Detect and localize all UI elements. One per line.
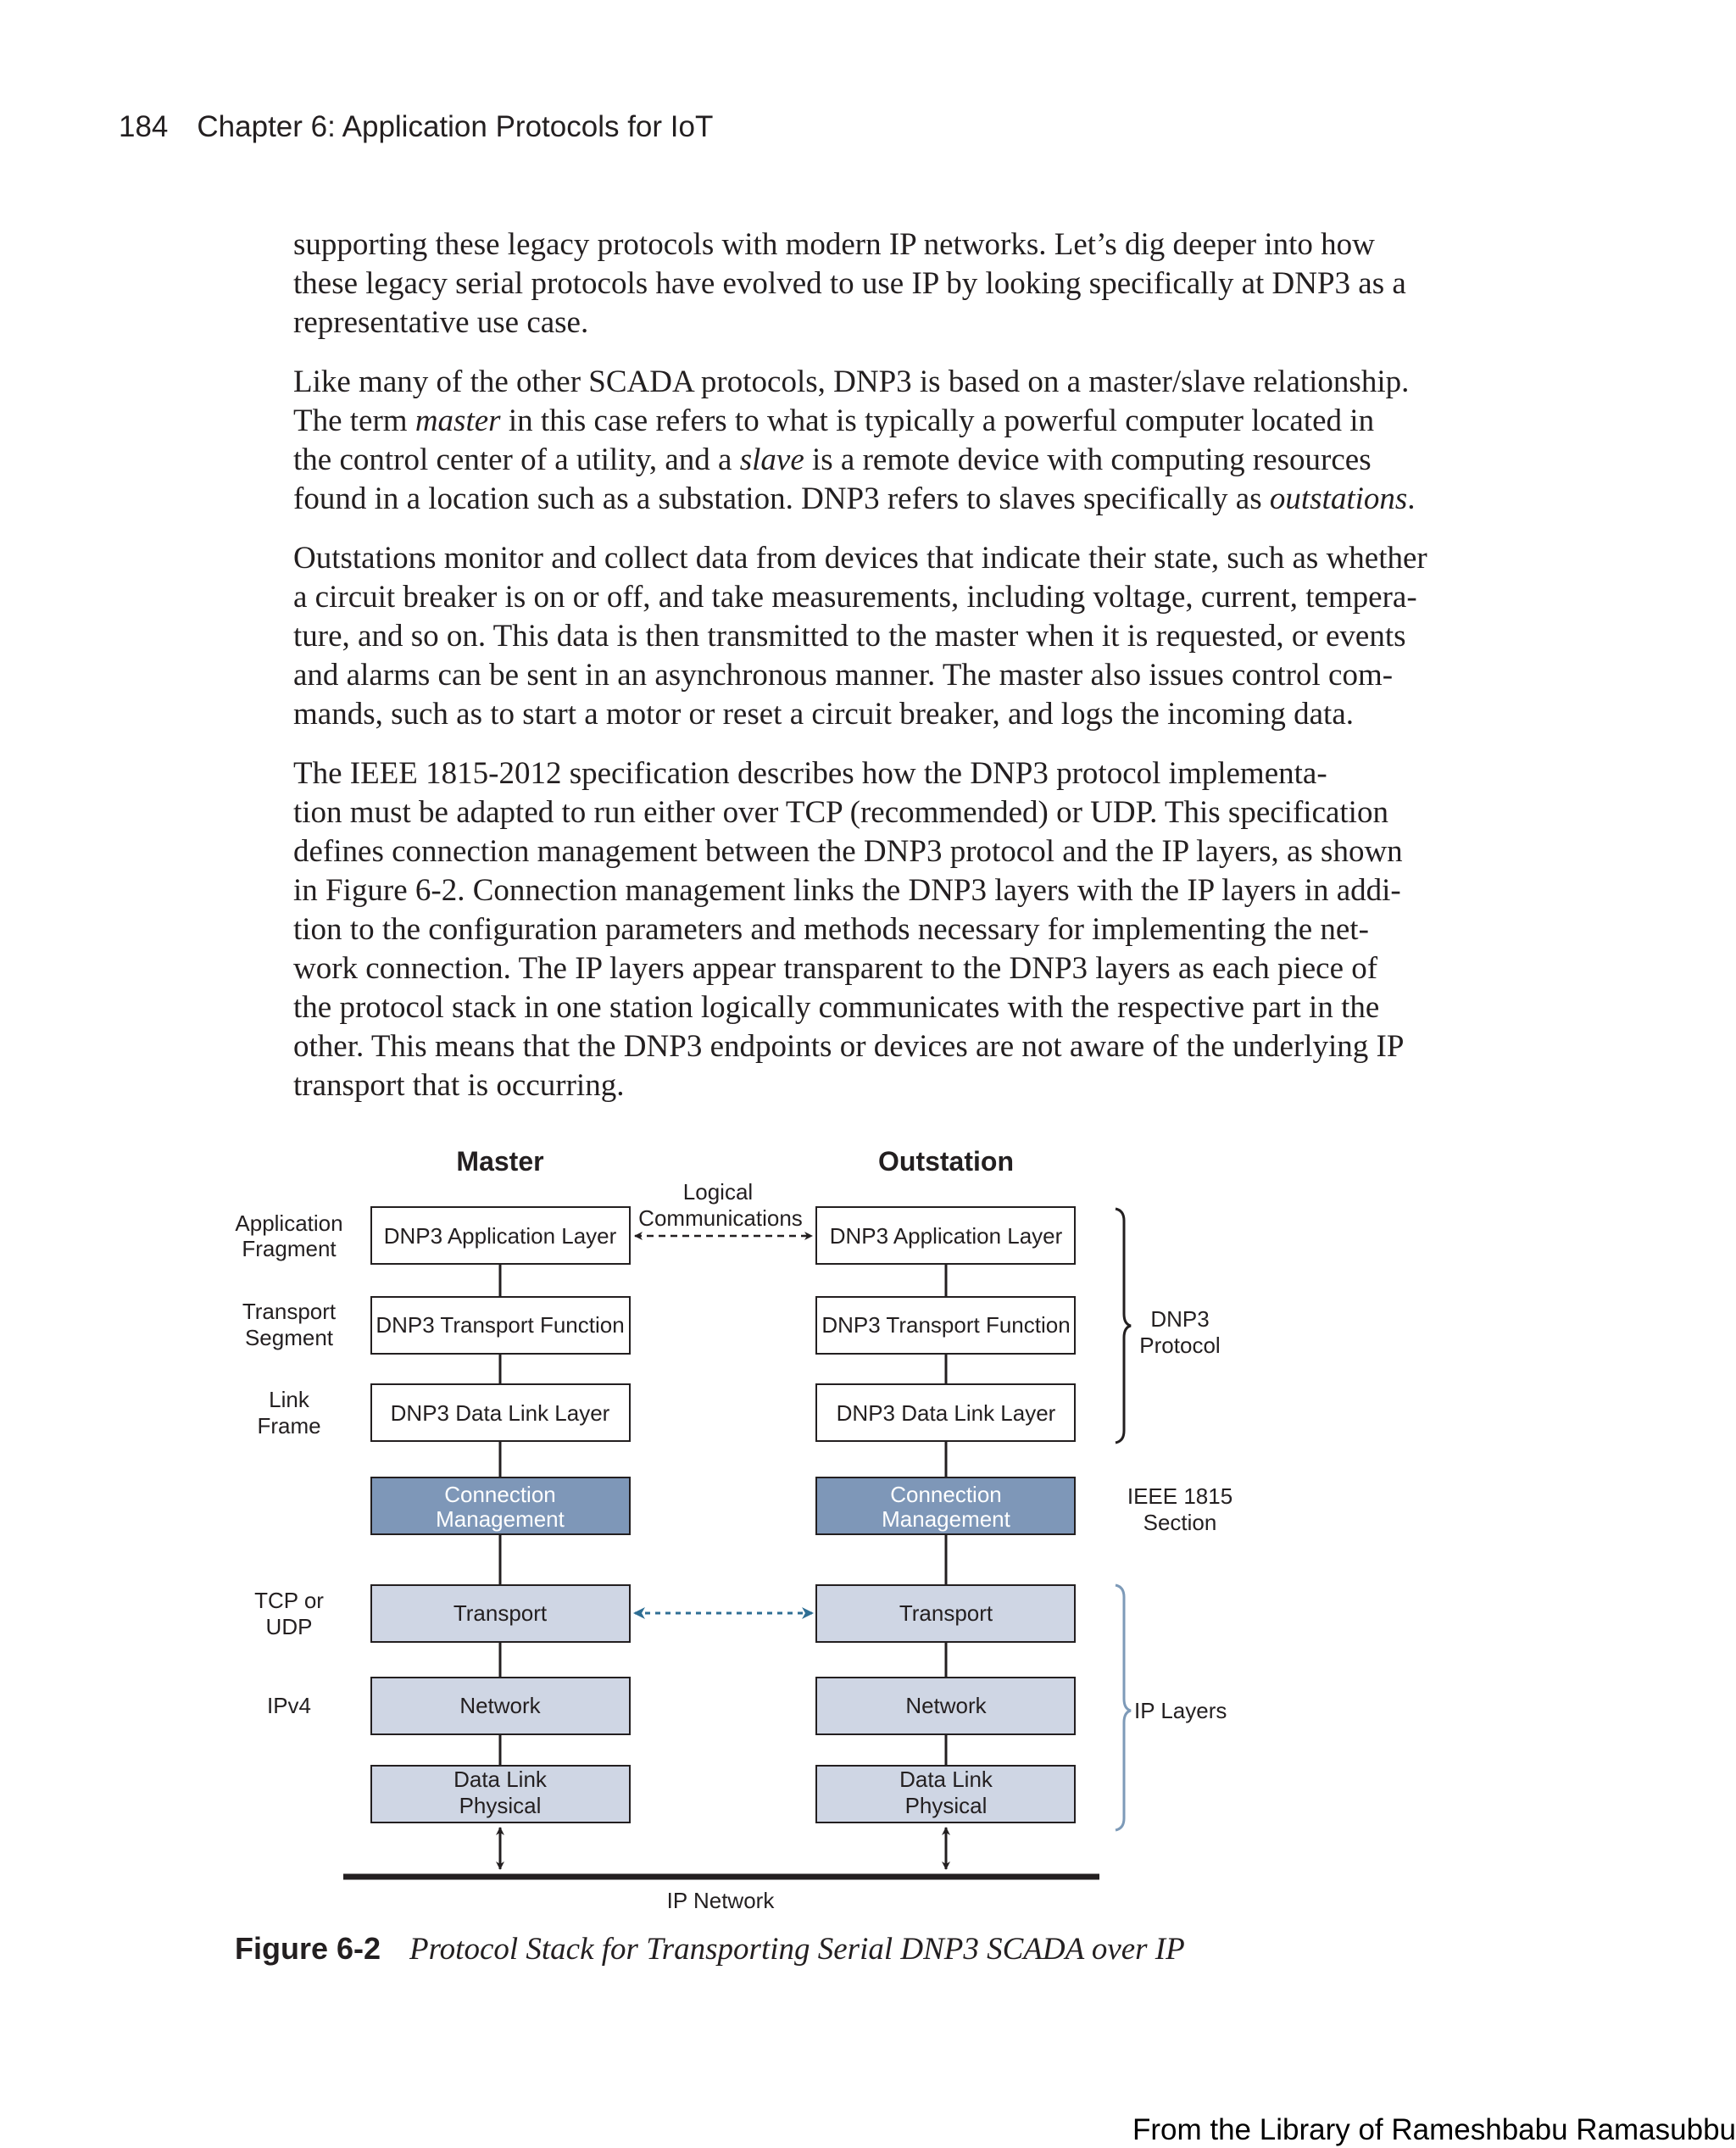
- figure-label: Figure 6-2: [235, 1931, 381, 1966]
- application-fragment-label-2: Fragment: [242, 1236, 337, 1261]
- link-frame-label-2: Frame: [257, 1413, 321, 1438]
- application-fragment-label: Application: [235, 1210, 343, 1236]
- outstation-dl-phys-text-2: Physical: [904, 1793, 988, 1818]
- text-line: found in a location such as a substation. DNP3 refers to slaves specifically as outstations.: [293, 481, 1416, 516]
- outstation-data-link-text: DNP3 Data Link Layer: [836, 1400, 1056, 1426]
- ieee-section-label-2: Section: [1143, 1510, 1217, 1535]
- ip-network-label: IP Network: [666, 1888, 775, 1913]
- text-line: these legacy serial protocols have evolved to use IP by looking specifically at DNP3 as a: [293, 266, 1406, 301]
- outstation-network-text: Network: [905, 1693, 987, 1718]
- text-line: representative use case.: [293, 305, 589, 340]
- ip-layers-bracket: [1116, 1585, 1131, 1830]
- transport-segment-label-2: Segment: [244, 1325, 334, 1350]
- text-line: tion must be adapted to run either over TCP (recommended) or UDP. This specification: [293, 795, 1388, 830]
- link-frame-label: Link: [269, 1387, 309, 1412]
- text-line: transport that is occurring.: [293, 1068, 625, 1103]
- dnp3-protocol-bracket: [1116, 1209, 1131, 1443]
- text-line: Outstations monitor and collect data from devices that indicate their state, such as whether: [293, 541, 1427, 576]
- dnp3-protocol-label: DNP3: [1150, 1306, 1210, 1332]
- text-line: The term master in this case refers to what is typically a powerful computer located in: [293, 403, 1375, 438]
- outstation-title: Outstation: [878, 1146, 1014, 1177]
- page-number: 184: [119, 110, 169, 143]
- outstation-conn-mgmt-text: Connection: [890, 1482, 1002, 1507]
- master-dl-phys-text-2: Physical: [459, 1793, 542, 1818]
- master-data-link-text: DNP3 Data Link Layer: [390, 1400, 610, 1426]
- text-line: defines connection management between the DNP3 protocol and the IP layers, as shown: [293, 834, 1403, 869]
- master-app-layer-text: DNP3 Application Layer: [383, 1223, 617, 1249]
- text-line: ture, and so on. This data is then transmitted to the master when it is requested, or events: [293, 619, 1406, 654]
- body-paragraph: [293, 754, 1446, 1105]
- chapter-title: Chapter 6: Application Protocols for IoT: [197, 110, 714, 143]
- library-footer: From the Library of Rameshbabu Ramasubbu: [1132, 2113, 1736, 2146]
- text-line: a circuit breaker is on or off, and take measurements, including voltage, current, tempera-: [293, 580, 1417, 615]
- outstation-conn-mgmt-text-2: Management: [882, 1506, 1010, 1532]
- body-paragraph: [293, 539, 1446, 734]
- figure-caption: [235, 1931, 1185, 1967]
- master-conn-mgmt-text-2: Management: [436, 1506, 565, 1532]
- outstation-transport-fn-text: DNP3 Transport Function: [821, 1312, 1071, 1338]
- dnp3-protocol-label-2: Protocol: [1139, 1333, 1221, 1358]
- transport-segment-label: Transport: [242, 1299, 337, 1324]
- text-line: mands, such as to start a motor or reset a circuit breaker, and logs the incoming data.: [293, 697, 1354, 732]
- logical-label: Logical: [682, 1179, 754, 1205]
- text-line: The IEEE 1815-2012 specification describes how the DNP3 protocol implementa-: [293, 756, 1327, 791]
- text-line: the control center of a utility, and a slave is a remote device with computing resources: [293, 442, 1372, 477]
- outstation-app-layer-text: DNP3 Application Layer: [829, 1223, 1063, 1249]
- master-conn-mgmt-text: Connection: [444, 1482, 556, 1507]
- text-line: supporting these legacy protocols with modern IP networks. Let’s dig deeper into how: [293, 227, 1375, 262]
- communications-label: Communications: [638, 1205, 803, 1231]
- master-title: Master: [456, 1146, 544, 1177]
- text-line: the protocol stack in one station logically communicates with the respective part in the: [293, 990, 1380, 1025]
- body-paragraph: [293, 225, 1446, 342]
- ipv4-label: IPv4: [266, 1693, 312, 1718]
- text-line: other. This means that the DNP3 endpoints or devices are not aware of the underlying IP: [293, 1029, 1405, 1064]
- ieee-section-label: IEEE 1815: [1127, 1483, 1233, 1509]
- tcp-udp-label-2: UDP: [265, 1614, 313, 1639]
- master-transport-fn-text: DNP3 Transport Function: [376, 1312, 625, 1338]
- body-text: [293, 225, 1446, 1126]
- text-line: tion to the configuration parameters and methods necessary for implementing the net-: [293, 912, 1369, 947]
- ip-layers-label: IP Layers: [1134, 1698, 1227, 1723]
- text-line: in Figure 6-2. Connection management links the DNP3 layers with the IP layers in addi-: [293, 873, 1401, 908]
- body-paragraph: [293, 363, 1446, 519]
- master-dl-phys-text: Data Link: [453, 1767, 547, 1792]
- text-line: and alarms can be sent in an asynchronous manner. The master also issues control com-: [293, 658, 1394, 693]
- text-line: work connection. The IP layers appear transparent to the DNP3 layers as each piece of: [293, 951, 1378, 986]
- master-network-text: Network: [459, 1693, 541, 1718]
- outstation-transport-text: Transport: [899, 1600, 993, 1626]
- page-header: [119, 110, 713, 144]
- tcp-udp-label: TCP or: [254, 1588, 324, 1613]
- figure-title: Protocol Stack for Transporting Serial DNP3 SCADA over IP: [409, 1932, 1185, 1967]
- text-line: Like many of the other SCADA protocols, DNP3 is based on a master/slave relationship.: [293, 364, 1410, 399]
- master-transport-text: Transport: [453, 1600, 548, 1626]
- outstation-dl-phys-text: Data Link: [899, 1767, 993, 1792]
